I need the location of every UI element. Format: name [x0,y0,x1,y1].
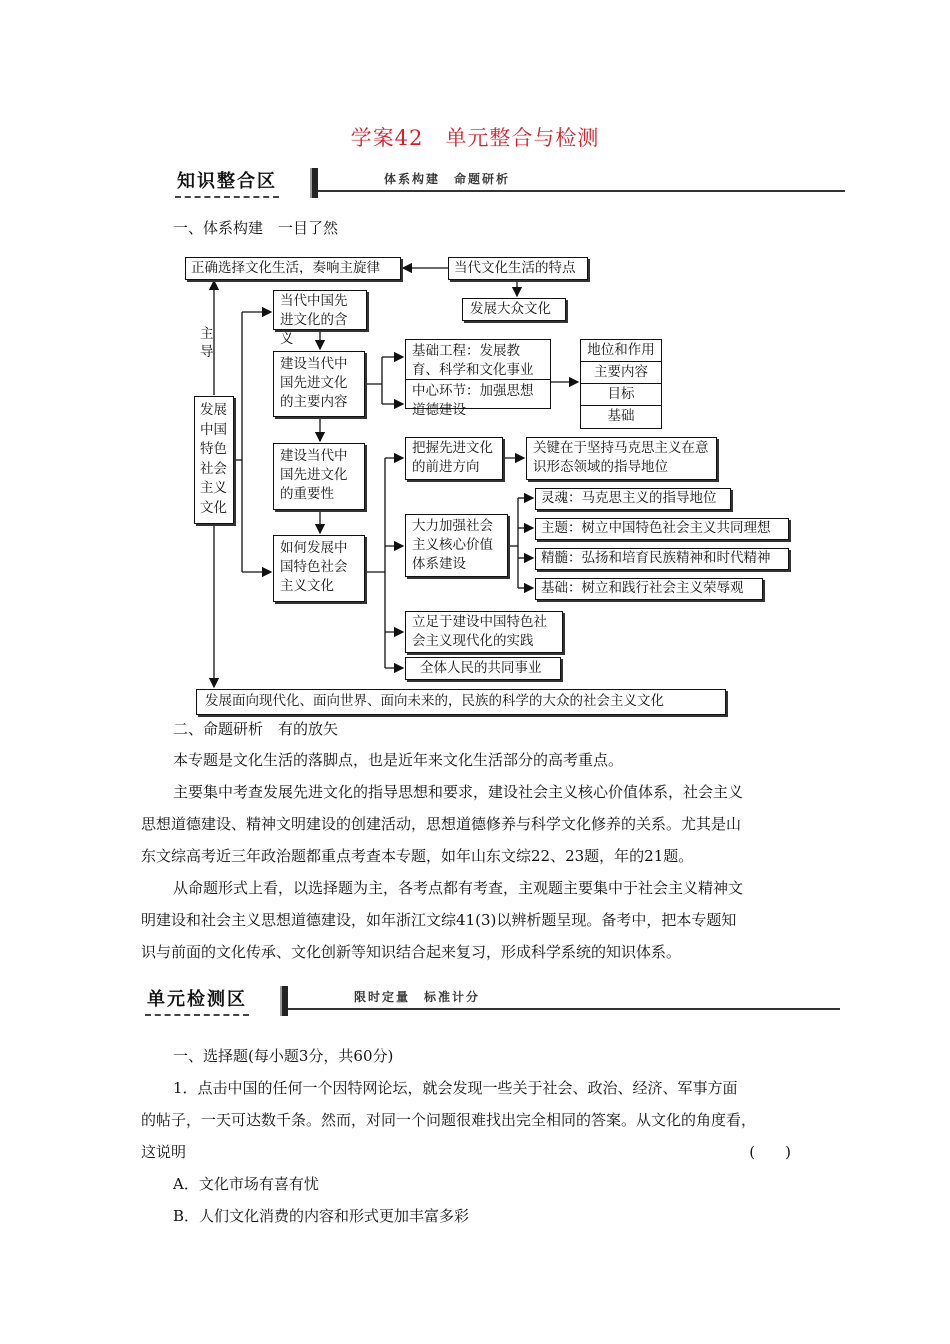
pos-item-4: 基础 [607,408,635,424]
paragraph-line: 主要集中考查发展先进文化的指导思想和要求，建设社会主义核心价值体系，社会主义 [173,783,744,801]
paragraph-line: 明建设和社会主义思想道德建设，如年浙江文综41(3)以辨析题呈现。备考中，把本专题知 [141,911,737,929]
paragraph-line: 从命题形式上看，以选择题为主，各考点都有考查，主观题主要集中于社会主义精神文 [173,879,744,897]
box-correct-choice: 正确选择文化生活，奏响主旋律 [185,257,401,280]
paragraph-line: 本专题是文化生活的落脚点，也是近年来文化生活部分的高考重点。 [173,751,624,769]
box-key-marxism: 关键在于坚持马克思主义在意识形态领域的指导地位 [526,437,717,480]
box-main-content: 建设当代中国先进文化的主要内容 [273,351,365,417]
question-line [141,1136,811,1168]
central-link: 中心环节：加强思想道德建设 [412,383,534,418]
answer-blank: ( ) [749,1143,791,1161]
paragraph-line: 思想道德建设、精神文明建设的创建活动，思想道德修养与科学文化修养的关系。尤其是山 [141,815,742,833]
pos-item-1: 地位和作用 [581,340,661,362]
label-guide: 主导 [200,326,214,360]
box-essence: 精髓：弘扬和培育民族精神和时代精神 [535,548,789,570]
box-modern-culture-features: 当代文化生活的特点 [448,257,588,280]
option-b: B．人们文化消费的内容和形式更加丰富多彩 [173,1207,470,1225]
box-basic-central [405,339,551,418]
banner-title: 知识整合区 [175,168,279,198]
banner-subtitle: 限时定量 标准计分 [354,990,481,1004]
banner-subtitle: 体系构建 命题研析 [384,172,511,186]
heading-analysis: 二、命题研析 有的放矢 [173,720,339,738]
banner-rule [288,1008,840,1010]
box-soul: 灵魂：马克思主义的指导地位 [535,488,731,510]
heading-system: 一、体系构建 一目了然 [173,219,339,237]
basic-project: 基础工程：发展教育、科学和文化事业 [406,340,550,380]
box-theme: 主题：树立中国特色社会主义共同理想 [535,518,789,540]
analysis-text [141,744,811,968]
pos-item-2: 主要内容 [581,362,661,384]
option-a: A．文化市场有喜有忧 [173,1175,319,1193]
test-questions [141,1040,811,1232]
box-people: 全体人民的共同事业 [405,657,561,680]
paragraph-line: 东文综高考近三年政治题都重点考查本专题，如年山东文综22、23题，年的21题。 [141,847,694,865]
box-how-to-develop: 如何发展中国特色社会主义文化 [273,535,365,602]
document-title: 学案42 单元整合与检测 [350,126,600,150]
banner-bar [280,986,288,1016]
box-main-node: 发展中国特色社会主义文化 [194,396,234,524]
box-grasp-direction: 把握先进文化的前进方向 [405,437,503,480]
paragraph-line: 识与前面的文化传承、文化创新等知识结合起来复习，形成科学系统的知识体系。 [141,943,682,961]
section-banner-test [120,986,840,1016]
box-mass-culture: 发展大众文化 [462,298,566,321]
box-meaning: 当代中国先进文化的含义 [273,290,367,330]
box-practice: 立足于建设中国特色社会主义现代化的实践 [405,611,563,653]
question-line: 的帖子，一天可达数千条。然而，对同一个问题很难找出完全相同的答案。从文化的角度看， [141,1111,757,1129]
box-foundation: 基础：树立和践行社会主义荣辱观 [535,578,763,600]
question-stem-end: 这说明 [141,1143,187,1161]
box-position-list [580,339,662,429]
question-line: 1．点击中国的任何一个因特网论坛，就会发现一些关于社会、政治、经济、军事方面 [173,1079,738,1097]
box-core-values: 大力加强社会主义核心价值体系建设 [405,514,508,577]
banner-title: 单元检测区 [145,986,249,1016]
box-bottom-goal: 发展面向现代化、面向世界、面向未来的，民族的科学的大众的社会主义文化 [196,689,726,715]
choice-heading: 一、选择题(每小题3分，共60分) [173,1047,394,1065]
box-importance: 建设当代中国先进文化的重要性 [273,443,365,510]
pos-item-3: 目标 [581,384,661,406]
